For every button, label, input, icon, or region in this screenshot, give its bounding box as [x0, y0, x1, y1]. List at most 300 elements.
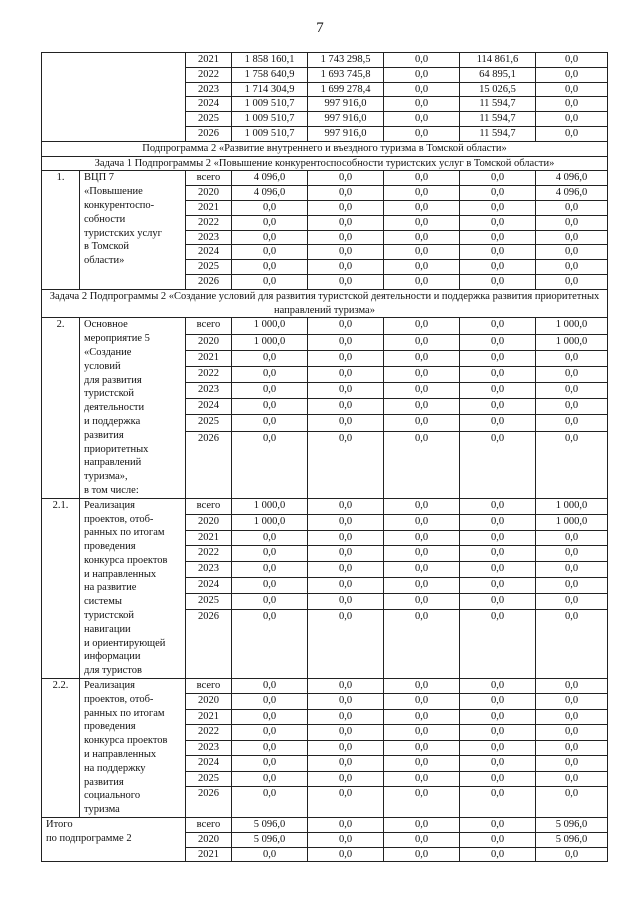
- table-row: [42, 318, 608, 334]
- value-cell: 1 000,0: [536, 318, 608, 334]
- value-cell: 15 026,5: [460, 82, 536, 97]
- empty-cell: [42, 53, 186, 142]
- year-cell: 2024: [186, 245, 232, 260]
- year-cell: 2025: [186, 415, 232, 431]
- value-cell: 1 000,0: [232, 498, 308, 514]
- year-cell: всего: [186, 679, 232, 694]
- value-cell: 0,0: [308, 546, 384, 562]
- item-name-line: и направленных: [84, 749, 157, 761]
- value-cell: 1 743 298,5: [308, 53, 384, 68]
- value-cell: 0,0: [232, 383, 308, 399]
- item-name-line: направлений: [84, 457, 142, 469]
- value-cell: 4 096,0: [232, 171, 308, 186]
- value-cell: 0,0: [460, 245, 536, 260]
- item-name-line: развития: [84, 776, 124, 788]
- value-cell: 0,0: [536, 350, 608, 366]
- table-row: [42, 498, 608, 514]
- value-cell: 0,0: [308, 847, 384, 862]
- value-cell: 0,0: [384, 112, 460, 127]
- value-cell: 0,0: [460, 431, 536, 498]
- value-cell: 0,0: [536, 274, 608, 289]
- item-number: 2.1.: [42, 498, 80, 678]
- value-cell: 0,0: [384, 498, 460, 514]
- value-cell: 0,0: [384, 740, 460, 755]
- year-cell: 2023: [186, 562, 232, 578]
- year-cell: 2022: [186, 725, 232, 740]
- value-cell: 0,0: [308, 578, 384, 594]
- value-cell: 0,0: [460, 350, 536, 366]
- value-cell: 0,0: [384, 53, 460, 68]
- value-cell: 0,0: [308, 694, 384, 709]
- value-cell: 0,0: [308, 725, 384, 740]
- value-cell: 0,0: [384, 562, 460, 578]
- value-cell: 0,0: [232, 215, 308, 230]
- value-cell: 0,0: [460, 186, 536, 201]
- value-cell: 0,0: [384, 756, 460, 771]
- value-cell: 0,0: [384, 415, 460, 431]
- value-cell: 0,0: [308, 594, 384, 610]
- value-cell: 0,0: [232, 431, 308, 498]
- item-name-line: по подпрограмме 2: [46, 832, 132, 844]
- value-cell: 0,0: [460, 787, 536, 818]
- value-cell: 0,0: [308, 274, 384, 289]
- value-cell: 0,0: [384, 694, 460, 709]
- value-cell: 0,0: [536, 67, 608, 82]
- value-cell: 0,0: [536, 578, 608, 594]
- value-cell: 0,0: [460, 230, 536, 245]
- year-cell: 2024: [186, 578, 232, 594]
- value-cell: 0,0: [232, 740, 308, 755]
- value-cell: 0,0: [536, 610, 608, 679]
- value-cell: 1 000,0: [232, 514, 308, 530]
- value-cell: 0,0: [308, 610, 384, 679]
- value-cell: 0,0: [308, 431, 384, 498]
- value-cell: 1 699 278,4: [308, 82, 384, 97]
- item-name-line: проведения: [84, 721, 136, 733]
- value-cell: 64 895,1: [460, 67, 536, 82]
- value-cell: 0,0: [536, 740, 608, 755]
- value-cell: 0,0: [536, 694, 608, 709]
- table-row: [42, 818, 608, 833]
- value-cell: 0,0: [460, 415, 536, 431]
- value-cell: 0,0: [384, 399, 460, 415]
- value-cell: 0,0: [460, 610, 536, 679]
- value-cell: 11 594,7: [460, 126, 536, 141]
- value-cell: 1 758 640,9: [232, 67, 308, 82]
- value-cell: 0,0: [384, 366, 460, 382]
- value-cell: 0,0: [308, 245, 384, 260]
- value-cell: 0,0: [384, 82, 460, 97]
- item-name: [80, 318, 186, 498]
- value-cell: 0,0: [308, 530, 384, 546]
- item-name-line: и ориентирующей: [84, 637, 166, 649]
- value-cell: 0,0: [536, 679, 608, 694]
- year-cell: 2022: [186, 366, 232, 382]
- value-cell: 0,0: [308, 562, 384, 578]
- value-cell: 0,0: [308, 787, 384, 818]
- value-cell: 0,0: [536, 562, 608, 578]
- item-name-line: ранных по итогам: [84, 707, 165, 719]
- year-cell: 2024: [186, 399, 232, 415]
- item-name-line: проектов, отоб-: [84, 693, 154, 705]
- year-cell: 2021: [186, 847, 232, 862]
- item-name-line: «Повышение: [84, 186, 143, 198]
- value-cell: 0,0: [460, 679, 536, 694]
- value-cell: 0,0: [460, 756, 536, 771]
- value-cell: 0,0: [536, 771, 608, 786]
- value-cell: 0,0: [536, 847, 608, 862]
- value-cell: 0,0: [308, 399, 384, 415]
- value-cell: 1 000,0: [232, 334, 308, 350]
- year-cell: 2026: [186, 787, 232, 818]
- value-cell: 0,0: [536, 260, 608, 275]
- item-name: [80, 498, 186, 678]
- item-name-line: информации: [84, 651, 141, 663]
- value-cell: 0,0: [308, 260, 384, 275]
- value-cell: 0,0: [308, 186, 384, 201]
- item-name-line: туристских услуг: [84, 227, 162, 239]
- item-number: 2.: [42, 318, 80, 498]
- value-cell: 0,0: [232, 274, 308, 289]
- value-cell: 0,0: [460, 818, 536, 833]
- value-cell: 0,0: [536, 594, 608, 610]
- task-title: Задача 2 Подпрограммы 2 «Создание условий для развития туристской деятельности и поддержка развития приоритетных направлений туризма»: [42, 289, 608, 318]
- value-cell: 0,0: [308, 171, 384, 186]
- value-cell: 0,0: [536, 756, 608, 771]
- value-cell: 0,0: [460, 832, 536, 847]
- value-cell: 1 000,0: [536, 334, 608, 350]
- year-cell: 2025: [186, 594, 232, 610]
- value-cell: 0,0: [384, 530, 460, 546]
- value-cell: 0,0: [536, 215, 608, 230]
- value-cell: 0,0: [384, 431, 460, 498]
- item-name-line: туризма: [84, 804, 120, 816]
- item-name-line: для развития: [84, 374, 142, 386]
- item-name-line: на поддержку: [84, 762, 146, 774]
- value-cell: 0,0: [308, 200, 384, 215]
- item-name-line: мероприятие 5: [84, 333, 150, 345]
- value-cell: 0,0: [384, 350, 460, 366]
- item-name-line: Реализация: [84, 680, 135, 692]
- year-cell: всего: [186, 498, 232, 514]
- year-cell: 2021: [186, 709, 232, 724]
- value-cell: 0,0: [384, 610, 460, 679]
- value-cell: 0,0: [536, 399, 608, 415]
- value-cell: 0,0: [232, 245, 308, 260]
- item-name-line: «Создание: [84, 346, 132, 358]
- year-cell: 2021: [186, 200, 232, 215]
- item-name-line: для туристов: [84, 665, 142, 677]
- item-number: 1.: [42, 171, 80, 289]
- value-cell: 0,0: [460, 847, 536, 862]
- value-cell: 0,0: [384, 200, 460, 215]
- value-cell: 0,0: [232, 594, 308, 610]
- value-cell: 0,0: [536, 415, 608, 431]
- value-cell: 0,0: [460, 274, 536, 289]
- year-cell: 2021: [186, 53, 232, 68]
- page-number: 7: [316, 20, 324, 36]
- value-cell: 0,0: [536, 709, 608, 724]
- year-cell: 2023: [186, 230, 232, 245]
- table-row: [42, 679, 608, 694]
- value-cell: 0,0: [384, 514, 460, 530]
- value-cell: 0,0: [536, 383, 608, 399]
- value-cell: 0,0: [232, 350, 308, 366]
- value-cell: 0,0: [232, 366, 308, 382]
- value-cell: 0,0: [308, 740, 384, 755]
- value-cell: 0,0: [460, 399, 536, 415]
- value-cell: 0,0: [308, 756, 384, 771]
- value-cell: 0,0: [384, 594, 460, 610]
- value-cell: 0,0: [384, 832, 460, 847]
- year-cell: 2026: [186, 274, 232, 289]
- value-cell: 0,0: [308, 318, 384, 334]
- value-cell: 0,0: [308, 334, 384, 350]
- item-name: [80, 171, 186, 289]
- value-cell: 0,0: [460, 530, 536, 546]
- item-name-line: конкурса проектов: [84, 735, 168, 747]
- funding-table: [41, 52, 608, 862]
- year-cell: всего: [186, 818, 232, 833]
- year-cell: 2024: [186, 97, 232, 112]
- item-name-line: и направленных: [84, 568, 157, 580]
- table-row: [42, 171, 608, 186]
- item-name-line: условий: [84, 360, 121, 372]
- value-cell: 0,0: [384, 818, 460, 833]
- year-cell: 2026: [186, 431, 232, 498]
- value-cell: 0,0: [232, 756, 308, 771]
- value-cell: 0,0: [308, 230, 384, 245]
- value-cell: 0,0: [384, 334, 460, 350]
- value-cell: 0,0: [232, 546, 308, 562]
- value-cell: 0,0: [460, 546, 536, 562]
- item-name-line: туризма»,: [84, 471, 128, 483]
- value-cell: 0,0: [536, 82, 608, 97]
- item-name-line: в том числе:: [84, 484, 139, 496]
- value-cell: 0,0: [460, 594, 536, 610]
- item-name-line: ВЦП 7: [84, 172, 115, 184]
- value-cell: 0,0: [460, 694, 536, 709]
- value-cell: 0,0: [460, 514, 536, 530]
- value-cell: 0,0: [308, 366, 384, 382]
- value-cell: 1 693 745,8: [308, 67, 384, 82]
- item-name-line: развития: [84, 429, 124, 441]
- value-cell: 1 000,0: [536, 498, 608, 514]
- item-name-line: социального: [84, 790, 141, 802]
- value-cell: 0,0: [536, 112, 608, 127]
- value-cell: 114 861,6: [460, 53, 536, 68]
- item-name: [80, 679, 186, 818]
- subprogram-title: Подпрограмма 2 «Развитие внутреннего и въездного туризма в Томской области»: [42, 141, 608, 156]
- value-cell: 0,0: [460, 200, 536, 215]
- item-name-line: Итого: [46, 819, 73, 831]
- year-cell: всего: [186, 171, 232, 186]
- item-name-line: проведения: [84, 541, 136, 553]
- value-cell: 0,0: [384, 274, 460, 289]
- value-cell: 0,0: [460, 318, 536, 334]
- value-cell: 4 096,0: [232, 186, 308, 201]
- value-cell: 1 009 510,7: [232, 126, 308, 141]
- year-cell: 2022: [186, 215, 232, 230]
- value-cell: 0,0: [384, 383, 460, 399]
- value-cell: 0,0: [536, 97, 608, 112]
- item-name-line: проектов, отоб-: [84, 513, 154, 525]
- value-cell: 0,0: [384, 771, 460, 786]
- year-cell: 2020: [186, 514, 232, 530]
- value-cell: 0,0: [460, 334, 536, 350]
- item-name-line: конкурса проектов: [84, 554, 168, 566]
- value-cell: 0,0: [308, 818, 384, 833]
- value-cell: 997 916,0: [308, 112, 384, 127]
- item-name-line: системы: [84, 596, 122, 608]
- value-cell: 0,0: [232, 847, 308, 862]
- item-name-line: области»: [84, 255, 125, 267]
- year-cell: 2021: [186, 350, 232, 366]
- value-cell: 0,0: [308, 350, 384, 366]
- value-cell: 0,0: [460, 740, 536, 755]
- value-cell: 0,0: [384, 679, 460, 694]
- value-cell: 0,0: [232, 679, 308, 694]
- value-cell: 0,0: [536, 53, 608, 68]
- year-cell: 2026: [186, 126, 232, 141]
- table-row: [42, 141, 608, 156]
- value-cell: 0,0: [308, 415, 384, 431]
- value-cell: 1 714 304,9: [232, 82, 308, 97]
- value-cell: 1 000,0: [232, 318, 308, 334]
- value-cell: 0,0: [384, 546, 460, 562]
- year-cell: 2022: [186, 67, 232, 82]
- value-cell: 0,0: [384, 245, 460, 260]
- year-cell: 2023: [186, 82, 232, 97]
- task-title: Задача 1 Подпрограммы 2 «Повышение конкурентоспособности туристских услуг в Томской области»: [42, 156, 608, 171]
- value-cell: 0,0: [460, 366, 536, 382]
- value-cell: 1 000,0: [536, 514, 608, 530]
- year-cell: 2020: [186, 186, 232, 201]
- value-cell: 0,0: [384, 318, 460, 334]
- value-cell: 0,0: [384, 578, 460, 594]
- item-name-line: приоритетных: [84, 443, 149, 455]
- value-cell: 1 858 160,1: [232, 53, 308, 68]
- item-name-line: туристской: [84, 388, 135, 400]
- item-name-line: Основное: [84, 319, 128, 331]
- value-cell: 0,0: [384, 709, 460, 724]
- value-cell: 0,0: [536, 126, 608, 141]
- value-cell: 5 096,0: [232, 818, 308, 833]
- value-cell: 5 096,0: [536, 818, 608, 833]
- value-cell: 0,0: [232, 399, 308, 415]
- value-cell: 0,0: [460, 383, 536, 399]
- value-cell: 0,0: [536, 230, 608, 245]
- year-cell: всего: [186, 318, 232, 334]
- item-name-line: Реализация: [84, 499, 135, 511]
- year-cell: 2025: [186, 260, 232, 275]
- year-cell: 2026: [186, 610, 232, 679]
- value-cell: 0,0: [308, 771, 384, 786]
- value-cell: 0,0: [384, 126, 460, 141]
- value-cell: 0,0: [308, 679, 384, 694]
- item-name-line: на развитие: [84, 582, 137, 594]
- value-cell: 0,0: [232, 260, 308, 275]
- value-cell: 5 096,0: [536, 832, 608, 847]
- value-cell: 0,0: [232, 771, 308, 786]
- value-cell: 0,0: [384, 230, 460, 245]
- value-cell: 0,0: [232, 230, 308, 245]
- value-cell: 0,0: [384, 787, 460, 818]
- value-cell: 0,0: [308, 832, 384, 847]
- value-cell: 0,0: [308, 383, 384, 399]
- year-cell: 2021: [186, 530, 232, 546]
- value-cell: 0,0: [384, 67, 460, 82]
- item-name-line: и поддержка: [84, 415, 141, 427]
- year-cell: 2025: [186, 771, 232, 786]
- value-cell: 0,0: [384, 97, 460, 112]
- value-cell: 0,0: [460, 215, 536, 230]
- value-cell: 11 594,7: [460, 97, 536, 112]
- value-cell: 0,0: [536, 200, 608, 215]
- value-cell: 0,0: [460, 709, 536, 724]
- value-cell: 0,0: [308, 514, 384, 530]
- item-name-line: ранных по итогам: [84, 527, 165, 539]
- value-cell: 0,0: [232, 415, 308, 431]
- year-cell: 2023: [186, 383, 232, 399]
- year-cell: 2020: [186, 334, 232, 350]
- value-cell: 0,0: [308, 709, 384, 724]
- value-cell: 0,0: [232, 787, 308, 818]
- value-cell: 1 009 510,7: [232, 97, 308, 112]
- value-cell: 0,0: [460, 498, 536, 514]
- value-cell: 0,0: [308, 215, 384, 230]
- value-cell: 0,0: [232, 562, 308, 578]
- value-cell: 0,0: [536, 431, 608, 498]
- value-cell: 0,0: [460, 171, 536, 186]
- value-cell: 0,0: [232, 200, 308, 215]
- item-name-line: собности: [84, 213, 126, 225]
- value-cell: 4 096,0: [536, 171, 608, 186]
- table-row: [42, 156, 608, 171]
- item-name: [42, 818, 186, 862]
- item-name-line: туристской: [84, 610, 135, 622]
- value-cell: 0,0: [232, 725, 308, 740]
- value-cell: 0,0: [384, 186, 460, 201]
- value-cell: 0,0: [536, 725, 608, 740]
- value-cell: 0,0: [460, 771, 536, 786]
- value-cell: 5 096,0: [232, 832, 308, 847]
- value-cell: 0,0: [460, 725, 536, 740]
- item-name-line: конкурентоспо-: [84, 199, 155, 211]
- value-cell: 0,0: [232, 694, 308, 709]
- value-cell: 0,0: [536, 530, 608, 546]
- value-cell: 0,0: [384, 260, 460, 275]
- value-cell: 0,0: [232, 578, 308, 594]
- value-cell: 4 096,0: [536, 186, 608, 201]
- value-cell: 0,0: [536, 787, 608, 818]
- value-cell: 0,0: [232, 530, 308, 546]
- value-cell: 1 009 510,7: [232, 112, 308, 127]
- item-name-line: навигации: [84, 623, 131, 635]
- item-number: 2.2.: [42, 679, 80, 818]
- value-cell: 0,0: [536, 366, 608, 382]
- table-row: [42, 289, 608, 318]
- year-cell: 2020: [186, 694, 232, 709]
- value-cell: 0,0: [536, 245, 608, 260]
- value-cell: 0,0: [308, 498, 384, 514]
- item-name-line: деятельности: [84, 402, 145, 414]
- value-cell: 0,0: [232, 610, 308, 679]
- value-cell: 0,0: [460, 578, 536, 594]
- value-cell: 0,0: [460, 260, 536, 275]
- value-cell: 0,0: [384, 215, 460, 230]
- value-cell: 997 916,0: [308, 97, 384, 112]
